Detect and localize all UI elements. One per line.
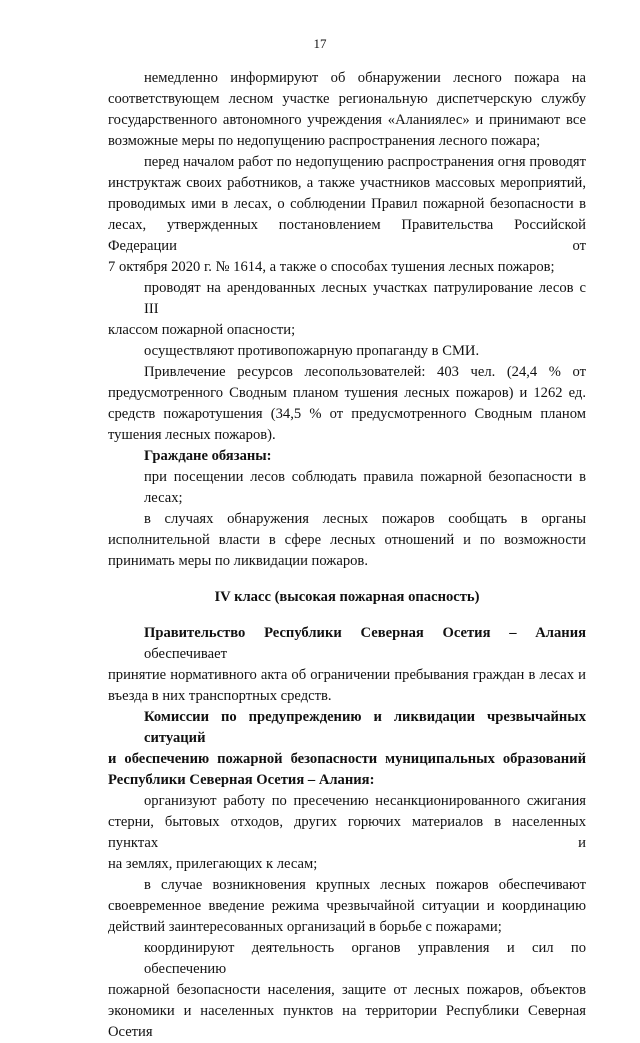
text-line: инструктаж своих работников, а также участников массовых мероприятий, xyxy=(108,175,586,191)
paragraph xyxy=(108,509,586,572)
text-line: на землях, прилегающих к лесам; xyxy=(108,856,318,872)
text-line: возможные меры по недопущению распространения лесного пожара; xyxy=(108,133,541,149)
text-line: осуществляют противопожарную пропаганду в СМИ. xyxy=(144,343,480,359)
text-line: Республики Северная Осетия – Алания: xyxy=(108,772,375,788)
text-line: средств пожаротушения (34,5 % от предусмотренного Сводным планом xyxy=(108,406,586,422)
text-line: стерни, бытовых отходов, других горючих материалов в населенных пунктах и xyxy=(108,814,586,851)
text-line: пожарной безопасности населения, защите от лесных пожаров, объектов xyxy=(108,982,586,998)
paragraph xyxy=(108,341,586,362)
text-line: Комиссии по предупреждению и ликвидации чрезвычайных ситуаций xyxy=(144,709,586,746)
text-line: в случаях обнаружения лесных пожаров сообщать в органы xyxy=(144,511,586,527)
document-body xyxy=(108,68,586,1043)
text-line: въезда в них транспортных средств. xyxy=(108,688,332,704)
paragraph xyxy=(108,938,586,1043)
text-line: государственного автономного учреждения «Аланиялес» и принимают все xyxy=(108,112,586,128)
text-line: Граждане обязаны: xyxy=(144,448,272,464)
paragraph xyxy=(108,623,586,707)
text-line: классом пожарной опасности; xyxy=(108,322,296,338)
paragraph xyxy=(108,875,586,938)
text-line: предусмотренного Сводным планом тушения лесных пожаров) и 1262 ед. xyxy=(108,385,586,401)
paragraph xyxy=(108,446,586,467)
text-line: организуют работу по пресечению несанкционированного сжигания xyxy=(144,793,586,809)
text-line xyxy=(108,623,586,665)
text-line: лесах, утвержденных постановлением Правительства Российской Федерации от xyxy=(108,217,586,254)
text-line: проводимых ими в лесах, о соблюдении Правил пожарной безопасности в xyxy=(108,196,586,212)
text-line: тушения лесных пожаров). xyxy=(108,427,276,443)
paragraph xyxy=(108,278,586,341)
text-line: 7 октября 2020 г. № 1614, а также о способах тушения лесных пожаров; xyxy=(108,259,555,275)
text-line: экономики и населенных пунктов на территории Республики Северная Осетия xyxy=(108,1003,586,1040)
text-line: принятие нормативного акта об ограничении пребывания граждан в лесах и xyxy=(108,667,586,683)
paragraph xyxy=(108,791,586,875)
text-line: в случае возникновения крупных лесных пожаров обеспечивают xyxy=(144,877,586,893)
text-line: перед началом работ по недопущению распространения огня проводят xyxy=(144,154,586,170)
paragraph xyxy=(108,707,586,791)
text-line: соответствующем лесном участке региональную диспетчерскую службу xyxy=(108,91,586,107)
text-line: своевременное введение режима чрезвычайной ситуации и координацию xyxy=(108,898,586,914)
paragraph xyxy=(108,362,586,446)
text-line: принимать меры по ликвидации пожаров. xyxy=(108,553,368,569)
text-line: Привлечение ресурсов лесопользователей: 403 чел. (24,4 % от xyxy=(144,364,586,380)
text-line: действий заинтересованных организаций в борьбе с пожарами; xyxy=(108,919,502,935)
text-line: исполнительной власти в сфере лесных отношений и по возможности xyxy=(108,532,586,548)
section-heading: IV класс (высокая пожарная опасность) xyxy=(214,589,480,605)
bold-run: Правительство Республики Северная Осетия – Алания xyxy=(144,625,586,641)
text-run: обеспечивает xyxy=(144,646,227,662)
text-line: немедленно информируют об обнаружении лесного пожара на xyxy=(144,70,586,86)
page-number: 17 xyxy=(313,36,327,51)
text-line: при посещении лесов соблюдать правила пожарной безопасности в лесах; xyxy=(144,469,586,506)
text-line: координируют деятельность органов управления и сил по обеспечению xyxy=(144,940,586,977)
text-line: проводят на арендованных лесных участках патрулирование лесов с III xyxy=(144,280,586,317)
paragraph xyxy=(108,68,586,152)
text-line: и обеспечению пожарной безопасности муниципальных образований xyxy=(108,751,586,767)
paragraph xyxy=(108,152,586,278)
paragraph xyxy=(108,467,586,509)
